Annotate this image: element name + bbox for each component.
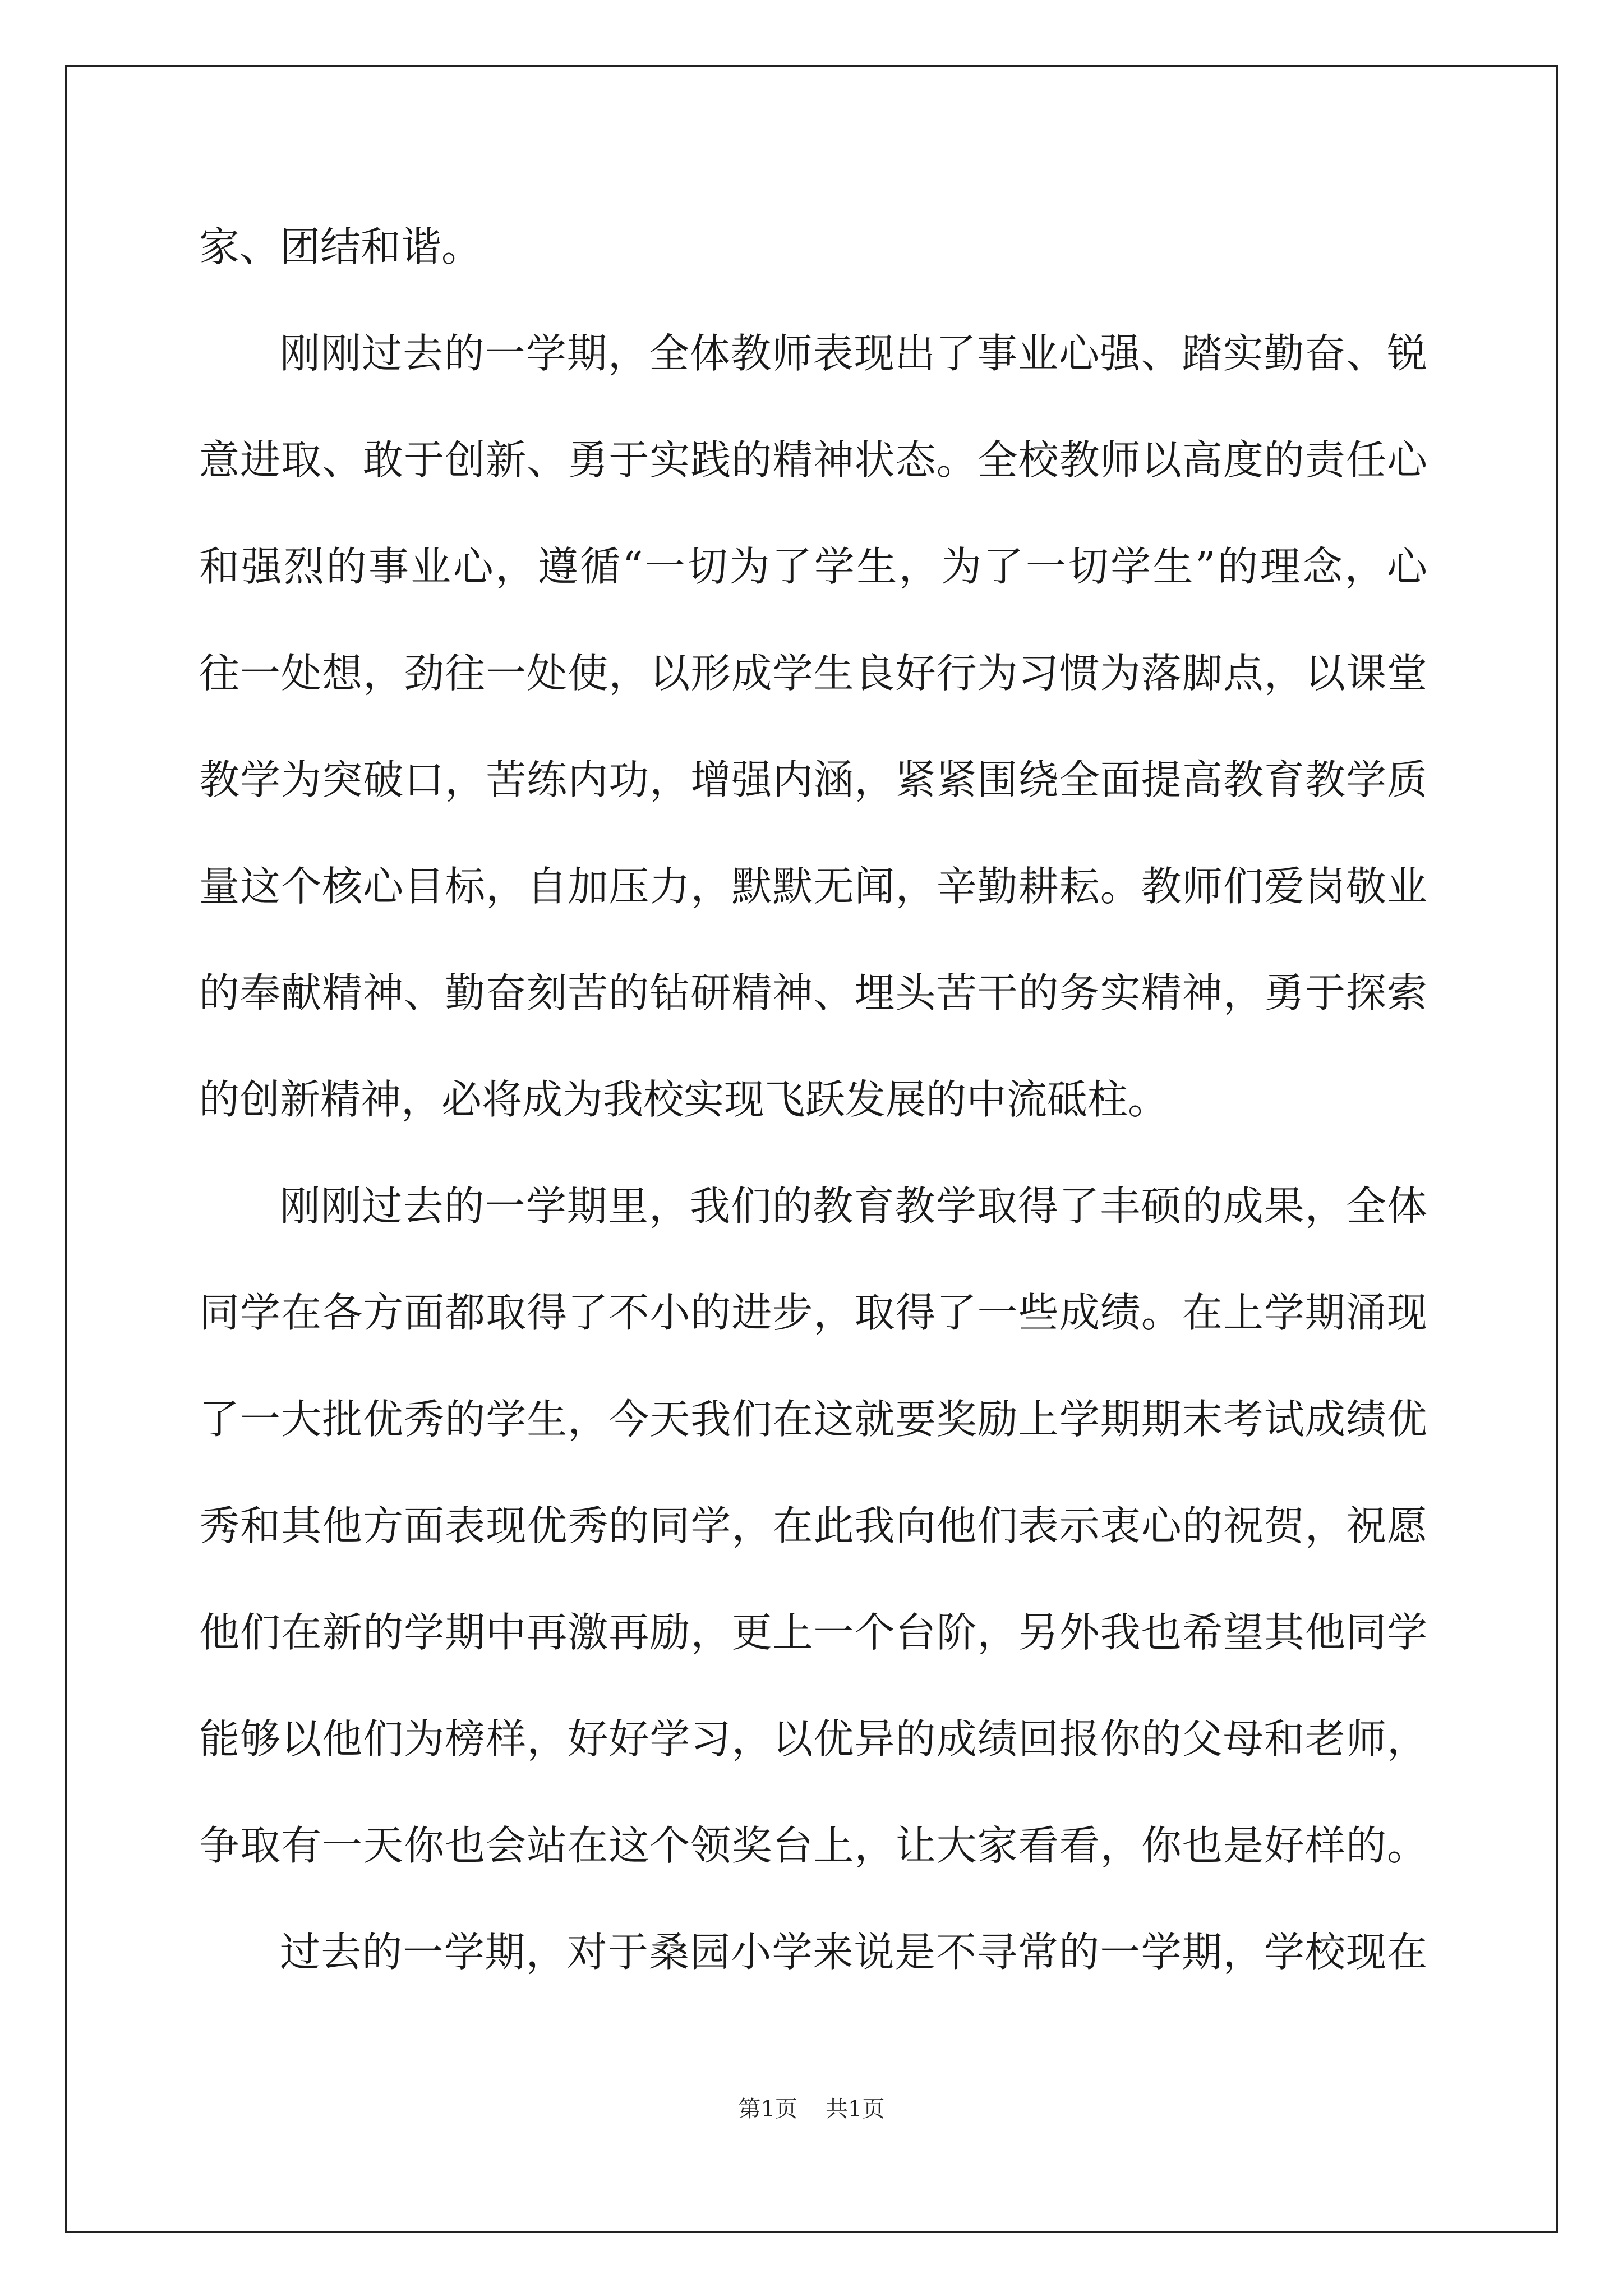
text-line: 刚刚过去的一学期里，我们的教育教学取得了丰硕的成果，全体 [280, 1182, 1427, 1230]
text-line: 往一处想，劲往一处使，以形成学生良好行为习惯为落脚点，以课堂 [199, 650, 1427, 697]
document-body [199, 213, 1427, 2025]
text-line: 能够以他们为榜样，好好学习，以优异的成绩回报你的父母和老师， [199, 1715, 1427, 1763]
text-line: 争取有一天你也会站在这个领奖台上，让大家看看，你也是好样的。 [199, 1822, 1427, 1869]
text-line: 的奉献精神、勤奋刻苦的钻研精神、埋头苦干的务实精神，勇于探索 [199, 969, 1427, 1016]
text-line: 量这个核心目标，自加压力，默默无闻，辛勤耕耘。教师们爱岗敬业 [199, 863, 1427, 910]
text-line: 的创新精神，必将成为我校实现飞跃发展的中流砥柱。 [199, 1076, 1169, 1123]
text-line: 和强烈的事业心，遵循“一切为了学生，为了一切学生”的理念，心 [199, 543, 1427, 590]
text-line: 家、团结和谐。 [199, 223, 482, 270]
page-footer [0, 2092, 1623, 2126]
page-total: 共1页 [826, 2096, 885, 2122]
text-line: 意进取、敢于创新、勇于实践的精神状态。全校教师以高度的责任心 [199, 436, 1427, 484]
text-line: 同学在各方面都取得了不小的进步，取得了一些成绩。在上学期涌现 [199, 1289, 1427, 1336]
page-number: 第1页 [738, 2096, 797, 2122]
text-line: 刚刚过去的一学期，全体教师表现出了事业心强、踏实勤奋、锐 [280, 330, 1427, 377]
text-line: 教学为突破口，苦练内功，增强内涵，紧紧围绕全面提高教育教学质 [199, 756, 1427, 803]
text-line: 秀和其他方面表现优秀的同学，在此我向他们表示衷心的祝贺，祝愿 [199, 1502, 1427, 1549]
text-line: 他们在新的学期中再激再励，更上一个台阶，另外我也希望其他同学 [199, 1609, 1427, 1656]
text-line: 过去的一学期，对于桑园小学来说是不寻常的一学期，学校现在 [280, 1929, 1427, 1976]
text-line: 了一大批优秀的学生，今天我们在这就要奖励上学期期末考试成绩优 [199, 1396, 1427, 1443]
